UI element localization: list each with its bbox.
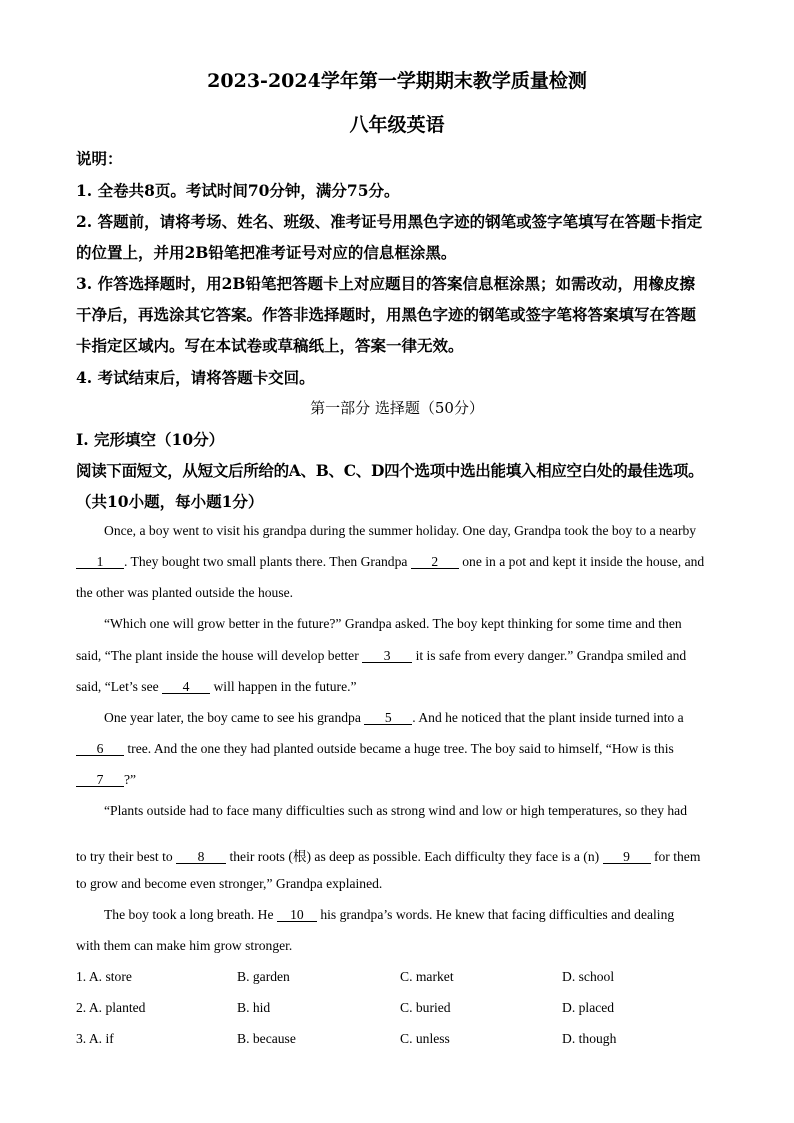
passage-p5-line-1 bbox=[104, 907, 674, 923]
passage-text: to try their best to bbox=[76, 849, 173, 864]
blank-1: 1 bbox=[76, 555, 124, 569]
passage-p4-line-3: to grow and become even stronger,” Grandpa explained. bbox=[76, 876, 383, 891]
q2-option-d: D. placed bbox=[562, 1000, 615, 1015]
directions-line-1: 阅读下面短文，从短文后所给的A、B、C、D四个选项中选出能填入相应空白处的最佳选项。 bbox=[76, 461, 704, 480]
q3-option-a: 3. A. if bbox=[76, 1031, 114, 1046]
q1-option-b: B. garden bbox=[237, 969, 290, 984]
q3-option-d: D. though bbox=[562, 1031, 617, 1046]
passage-p2-line-3 bbox=[76, 679, 357, 695]
q3-option-b: B. because bbox=[237, 1031, 296, 1046]
part-title: 第一部分 选择题（50分） bbox=[310, 399, 484, 417]
passage-text: . And he noticed that the plant inside turned into a bbox=[412, 710, 684, 725]
exam-title: 2023-2024学年第一学期期末教学质量检测 bbox=[207, 70, 587, 92]
passage-p4-line-1: “Plants outside had to face many difficulties such as strong wind and low or high temperatures, so they had bbox=[104, 803, 688, 818]
instruction-2-line-2: 的位置上，并用2B铅笔把准考证号对应的信息框涂黑。 bbox=[76, 243, 457, 262]
instruction-3-line-3: 卡指定区域内。写在本试卷或草稿纸上，答案一律无效。 bbox=[76, 336, 464, 355]
passage-text: tree. And the one they had planted outside became a huge tree. The boy said to himself, “How is this bbox=[127, 741, 674, 756]
blank-4: 4 bbox=[162, 680, 210, 694]
q1-option-c: C. market bbox=[400, 969, 454, 984]
passage-text: The boy took a long breath. He bbox=[104, 907, 274, 922]
q3-option-c: C. unless bbox=[400, 1031, 450, 1046]
passage-p2-line-2 bbox=[76, 648, 686, 664]
passage-p4-line-2 bbox=[76, 845, 700, 865]
directions-line-2: （共10小题，每小题1分） bbox=[76, 492, 264, 511]
blank-8: 8 bbox=[176, 850, 226, 864]
passage-text: their roots (根) as deep as possible. Each difficulty they face is a (n) bbox=[229, 849, 600, 864]
passage-p2-line-1: “Which one will grow better in the future?” Grandpa asked. The boy kept thinking for some time and then bbox=[104, 616, 682, 631]
passage-text: his grandpa’s words. He knew that facing difficulties and dealing bbox=[320, 907, 675, 922]
passage-text: one in a pot and kept it inside the house, and bbox=[462, 554, 705, 569]
q2-option-a: 2. A. planted bbox=[76, 1000, 146, 1015]
passage-p1-line-2 bbox=[76, 554, 704, 570]
instruction-3-line-2: 干净后，再选涂其它答案。作答非选择题时，用黑色字迹的钢笔或签字笔将答案填写在答题 bbox=[76, 305, 697, 324]
passage-text: it is safe from every danger.” Grandpa smiled and bbox=[415, 648, 687, 663]
instruction-4: 4. 考试结束后，请将答题卡交回。 bbox=[76, 368, 315, 387]
section-heading: Ⅰ. 完形填空（10分） bbox=[76, 430, 225, 449]
passage-text: ?” bbox=[124, 772, 137, 787]
blank-7: 7 bbox=[76, 773, 124, 787]
instruction-3-line-1: 3. 作答选择题时，用2B铅笔把答题卡上对应题目的答案信息框涂黑；如需改动，用橡皮擦 bbox=[76, 274, 695, 293]
passage-p1-line-1: Once, a boy went to visit his grandpa during the summer holiday. One day, Grandpa took the boy to a nearby bbox=[104, 523, 697, 538]
instruction-1: 1. 全卷共8页。考试时间70分钟，满分75分。 bbox=[76, 181, 400, 200]
q2-option-b: B. hid bbox=[237, 1000, 271, 1015]
passage-p3-line-2 bbox=[76, 741, 674, 757]
passage-text: for them bbox=[653, 849, 701, 864]
blank-10: 10 bbox=[277, 908, 317, 922]
blank-2: 2 bbox=[411, 555, 459, 569]
q2-option-c: C. buried bbox=[400, 1000, 451, 1015]
passage-text: One year later, the boy came to see his grandpa bbox=[104, 710, 361, 725]
passage-text: . They bought two small plants there. Then Grandpa bbox=[124, 554, 408, 569]
instruction-2-line-1: 2. 答题前，请将考场、姓名、班级、准考证号用黑色字迹的钢笔或签字笔填写在答题卡指定 bbox=[76, 212, 703, 231]
passage-text: said, “The plant inside the house will develop better bbox=[76, 648, 359, 663]
blank-9: 9 bbox=[603, 850, 651, 864]
passage-p3-line-3 bbox=[76, 772, 136, 788]
passage-p5-line-2: with them can make him grow stronger. bbox=[76, 938, 293, 953]
q1-option-d: D. school bbox=[562, 969, 615, 984]
instructions-label: 说明： bbox=[76, 149, 123, 168]
blank-6: 6 bbox=[76, 742, 124, 756]
exam-subtitle: 八年级英语 bbox=[349, 114, 445, 136]
passage-p3-line-1 bbox=[104, 710, 684, 726]
passage-text: will happen in the future.” bbox=[213, 679, 357, 694]
passage-text: said, “Let’s see bbox=[76, 679, 159, 694]
passage-p1-line-3: the other was planted outside the house. bbox=[76, 585, 294, 600]
q1-option-a: 1. A. store bbox=[76, 969, 132, 984]
blank-3: 3 bbox=[362, 649, 412, 663]
blank-5: 5 bbox=[364, 711, 412, 725]
